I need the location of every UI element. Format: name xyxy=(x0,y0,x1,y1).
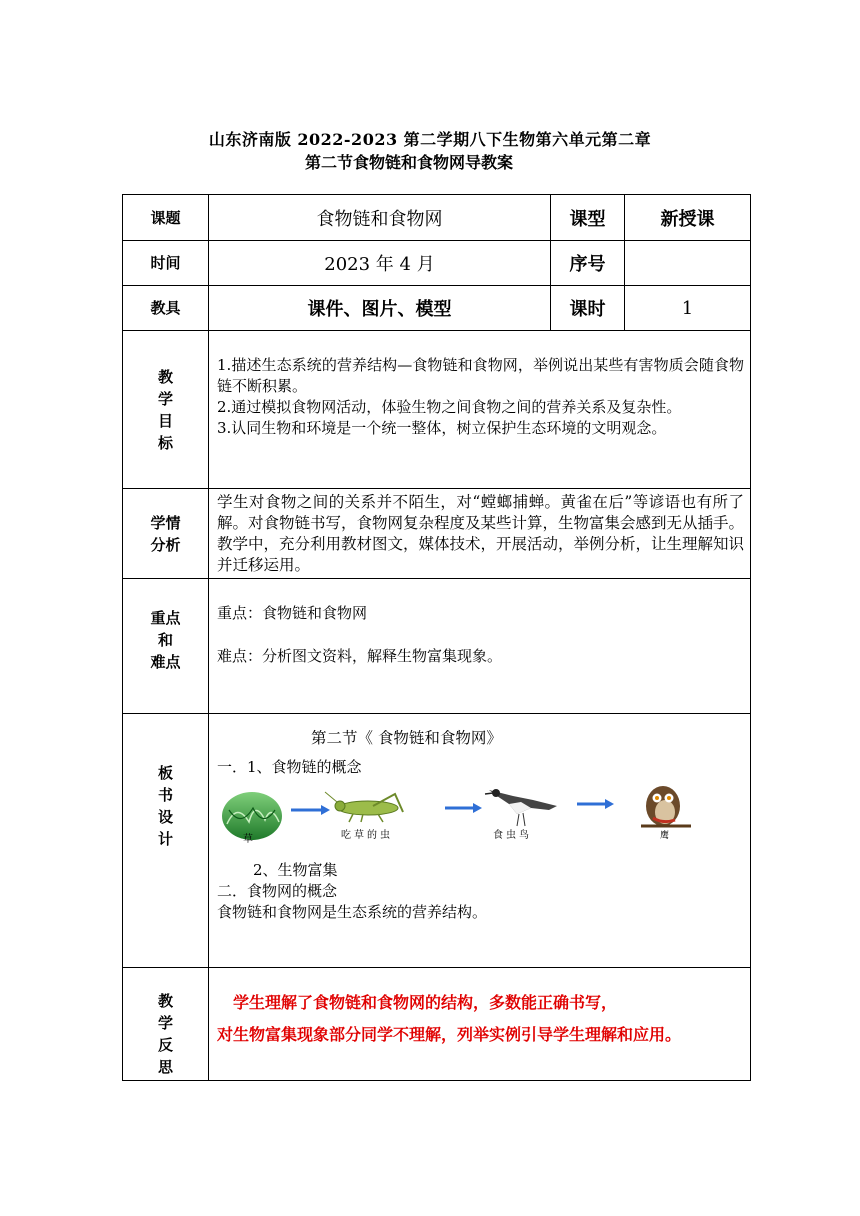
bird-icon xyxy=(485,789,557,826)
row-keypoints xyxy=(123,579,751,714)
grasshopper-icon xyxy=(325,792,403,822)
label-lesson-type: 课型 xyxy=(551,195,625,241)
reflection-text xyxy=(209,968,751,1081)
label-reflection: 教 学 反 思 xyxy=(123,968,209,1081)
lesson-plan-table xyxy=(122,194,751,1081)
label-keypoints: 重点 和 难点 xyxy=(123,579,209,714)
food-chain-illustration xyxy=(217,784,744,856)
value-lesson-type: 新授课 xyxy=(625,195,751,241)
grass-icon xyxy=(222,792,282,840)
reflection-line-1: 学生理解了食物链和食物网的结构，多数能正确书写， xyxy=(233,993,618,1012)
label-time: 时间 xyxy=(123,241,209,286)
board-item-3: 二．食物网的概念 xyxy=(217,882,338,900)
difficulty-point: 难点：分析图文资料，解释生物富集现象。 xyxy=(217,647,503,665)
key-point: 重点：食物链和食物网 xyxy=(217,604,368,622)
row-tools xyxy=(123,286,751,331)
board-heading: 第二节《 食物链和食物网》 xyxy=(311,729,502,747)
board-item-4: 食物链和食物网是生态系统的营养结构。 xyxy=(217,903,488,921)
chain-label: 鹰 xyxy=(660,831,670,841)
board-item-2: 2、生物富集 xyxy=(253,861,338,879)
value-tools: 课件、图片、模型 xyxy=(209,286,551,331)
value-time: 2023 年 4 月 xyxy=(209,241,551,286)
value-sequence xyxy=(625,241,751,286)
chain-label: 吃草的虫 xyxy=(341,830,393,841)
chain-label: 草 xyxy=(243,834,253,845)
value-topic: 食物链和食物网 xyxy=(209,195,551,241)
row-goals xyxy=(123,331,751,489)
goal-item: 2.通过模拟食物网活动，体验生物之间食物之间的营养关系及复杂性。 xyxy=(217,398,682,416)
label-board-design: 板 书 设 计 xyxy=(123,714,209,968)
arrow-right-icon xyxy=(291,805,330,815)
row-topic xyxy=(123,195,751,241)
row-analysis xyxy=(123,489,751,579)
label-tools: 教具 xyxy=(123,286,209,331)
goal-item: 1.描述生态系统的营养结构—食物链和食物网，举例说出某些有害物质会随食物链不断积累。 xyxy=(217,356,744,395)
goal-item: 3.认同生物和环境是一个统一整体，树立保护生态环境的文明观念。 xyxy=(217,419,667,437)
document-title-line2: 第二节食物链和食物网导教案 xyxy=(305,153,514,172)
reflection-line-2: 对生物富集现象部分同学不理解，列举实例引导学生理解和应用。 xyxy=(217,1025,682,1044)
owl-icon xyxy=(641,786,691,826)
board-item-1: 一．1、食物链的概念 xyxy=(217,758,362,776)
food-chain-svg xyxy=(213,784,713,856)
label-goals: 教 学 目 标 xyxy=(123,331,209,489)
document-title-line1: 山东济南版 2022-2023 第二学期八下生物第六单元第二章 xyxy=(208,130,652,149)
label-topic: 课题 xyxy=(123,195,209,241)
label-periods: 课时 xyxy=(551,286,625,331)
row-board-design xyxy=(123,714,751,968)
keypoints-text xyxy=(209,579,751,714)
row-reflection xyxy=(123,968,751,1081)
goals-text xyxy=(209,331,751,489)
arrow-right-icon xyxy=(577,799,614,809)
label-analysis: 学情 分析 xyxy=(123,489,209,579)
analysis-text: 学生对食物之间的关系并不陌生，对“螳螂捕蝉。黄雀在后”等谚语也有所了解。对食物链书写，食物网复杂程度及某些计算，生物富集会感到无从插手。教学中，充分利用教材图文，媒体技术，开展活动，举例分析，让生理解知识并迁移运用。 xyxy=(209,489,751,579)
row-time xyxy=(123,241,751,286)
value-periods: 1 xyxy=(625,286,751,331)
board-design-content xyxy=(209,714,751,968)
label-sequence: 序号 xyxy=(551,241,625,286)
arrow-right-icon xyxy=(445,803,482,813)
chain-label: 食虫鸟 xyxy=(493,830,532,841)
